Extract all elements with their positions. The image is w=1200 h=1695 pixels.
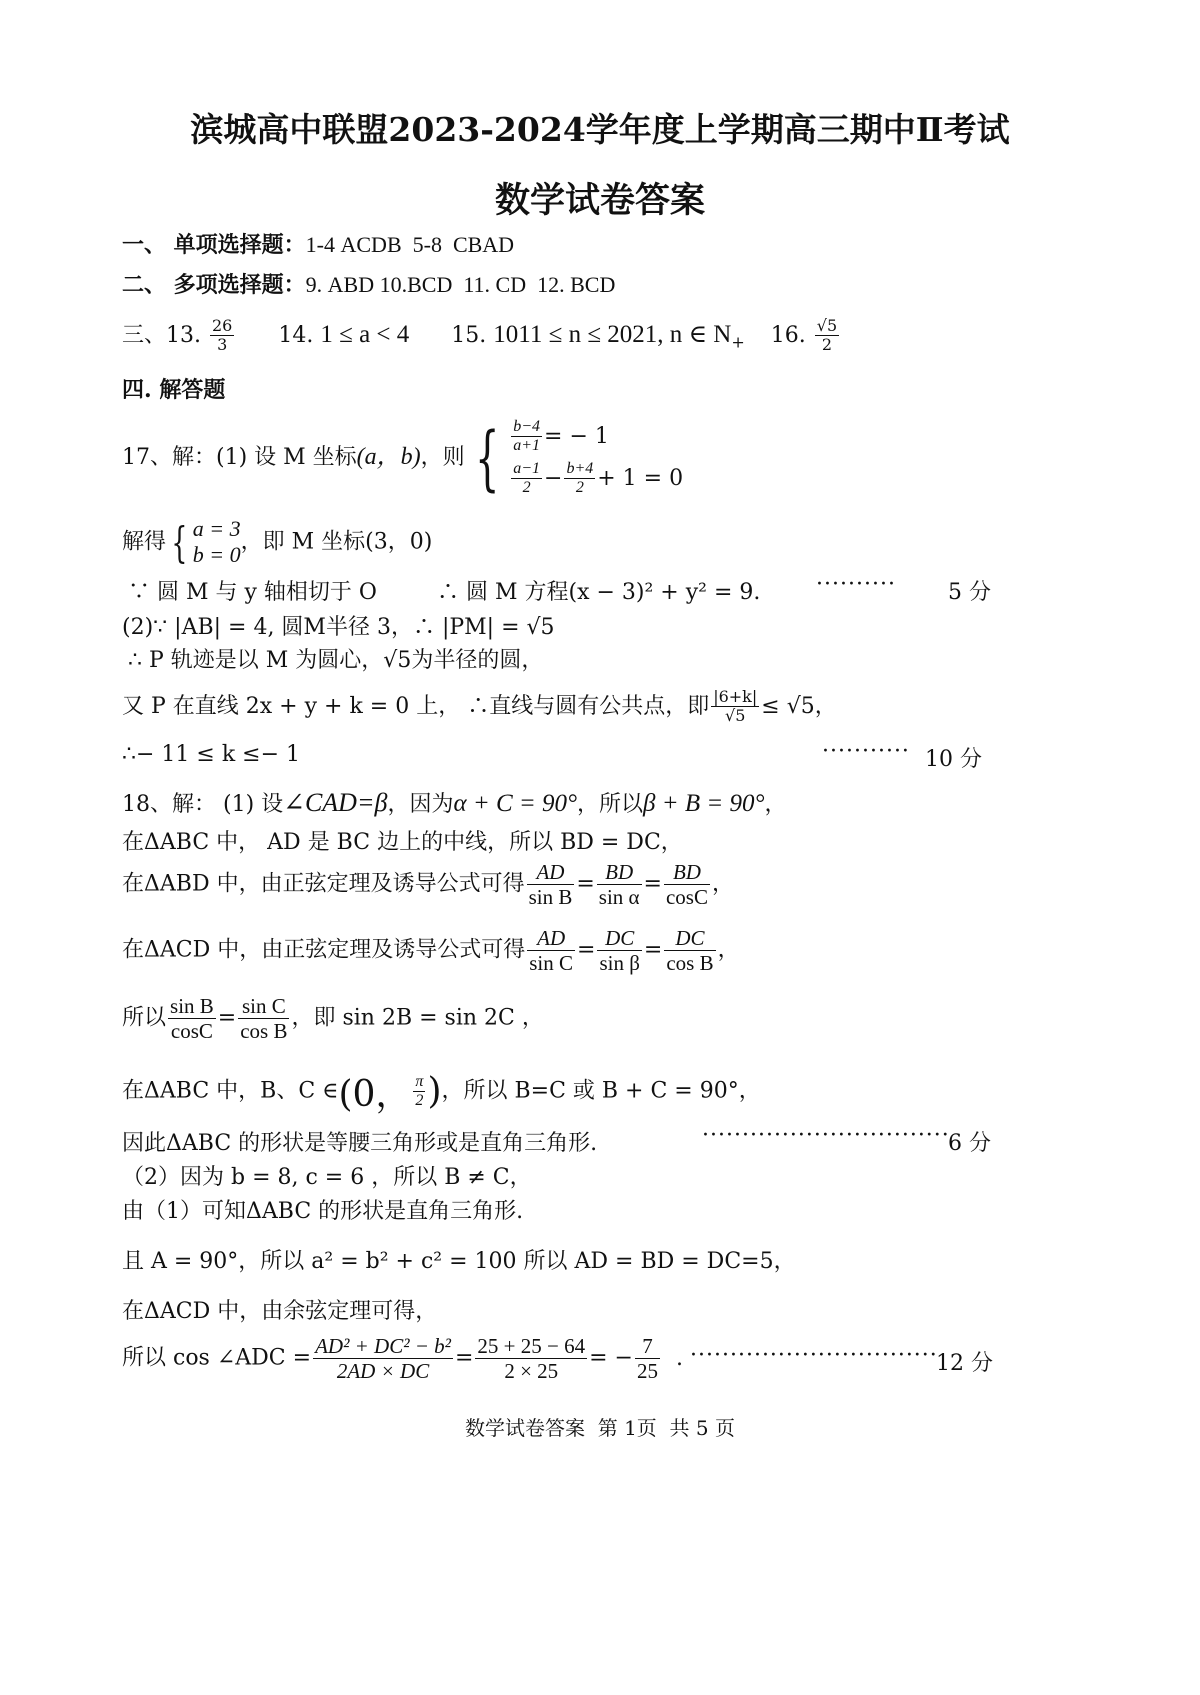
q18-line-6: 在ΔABC 中，B、C ∈(0， $\frac{\pi}{2}$ )，所以 B=C 或 B + C = 90°，	[122, 1071, 761, 1115]
q17-circle-equation: ∴ 圆 M 方程(x − 3)² + y² = 9.	[437, 580, 761, 605]
answer-15-value: 1011 ≤ n ≤ 2021, n ∈ N	[493, 320, 732, 348]
q18-line-8: （2）因为 b = 8, c = 6 ，所以 B ≠ C，	[122, 1165, 532, 1190]
q17-tangent: ∵ 圆 M 与 y 轴相切于 O	[128, 580, 377, 605]
answer-14-label: 14.	[278, 322, 314, 348]
q18-line-3: 在ΔABD 中，由正弦定理及诱导公式可得 $\frac{AD}{\text{sin B}}$ = $\frac{BD}{\text{sin α}}$ = $\frac{BD}{\cos C}$ ，	[122, 860, 734, 910]
q17-then: ，则	[420, 444, 465, 470]
q17-coord: (a，b)	[356, 443, 421, 470]
page-footer: 数学试卷答案 第 1页 共 5 页	[465, 1416, 735, 1440]
q17-locus: ∴ P 轨迹是以 M 为圆心，√5为半径的圆，	[128, 648, 544, 673]
section-3-prefix: 三、13.	[122, 322, 201, 348]
answer-16-label: 16.	[770, 322, 806, 348]
q17-dots-1: ··········	[816, 572, 896, 597]
q17-eq2: $\frac{a-1}{2}$ − $\frac{b+4}{2}$ + 1 = 0	[513, 460, 684, 497]
answer-13-fraction: $\frac{26}{3}$	[212, 316, 233, 355]
q18-dots-4: ·······························	[690, 1343, 938, 1368]
q18-score-3: 6 分	[948, 1131, 991, 1156]
q18-line-11: 在ΔACD 中，由余弦定理可得，	[122, 1299, 438, 1324]
exam-subtitle: 数学试卷答案	[494, 180, 705, 221]
section-1-label: 一、 单项选择题：	[122, 232, 306, 258]
section-2	[122, 268, 615, 299]
system-brace-icon: {	[474, 416, 500, 499]
q18-line-12: 所以 cos ∠ADC = $\frac{\text{AD² + DC² − b²}}{2AD \times DC}$ = $\frac{25 + 25 - 64}{2 \times 25}$ = − $\frac{7}{25}$	[122, 1334, 658, 1384]
section-2-label: 二、 多项选择题：	[122, 272, 306, 298]
q18-line-5: 所以 $\frac{\text{sin B}}{\cos C}$ = $\frac{\text{sin C}}{\text{cos B}}$ ，即 sin 2B = sin 2C ，	[122, 994, 544, 1044]
q17-system	[122, 418, 683, 498]
q18-period: .	[676, 1346, 683, 1371]
exam-title: 滨城高中联盟2023-2024学年度上学期高三期中Ⅱ考试	[190, 110, 1010, 149]
q17-part2: (2)∵ |AB| = 4, 圆M半径 3，∴ |PM| = √5	[122, 615, 555, 640]
q18-line-2: 在ΔABC 中， AD 是 BC 边上的中线，所以 BD = DC，	[122, 830, 683, 855]
section-1	[122, 228, 514, 259]
answer-15-label: 15.	[451, 322, 487, 348]
q18-line-1: 18、解： (1) 设∠CAD=β，因为α + C = 90°，所以β + B = 90°，	[122, 788, 787, 817]
q18-line-9: 由（1）可知ΔABC 的形状是直角三角形.	[122, 1199, 524, 1224]
q17-intro: 17、解：(1) 设 M 坐标	[122, 444, 357, 470]
answer-14-value: 1 ≤ a < 4	[320, 320, 410, 348]
solution-brace-icon: {	[171, 517, 188, 567]
section-1-answers: 1-4 ACDB 5-8 CBAD	[305, 232, 515, 257]
answer-16-fraction: $\frac{√5}{2}$	[816, 316, 838, 355]
q17-eq1: $\frac{b-4}{a+1}$ = − 1	[513, 418, 609, 455]
q17-equations	[509, 418, 683, 498]
answer-15-sub: +	[731, 332, 745, 352]
q18-line-10: 且 A = 90°，所以 a² = b² + c² = 100 所以 AD = BD = DC=5，	[122, 1249, 796, 1274]
q17-score-1: 5 分	[948, 580, 991, 605]
q18-dots-3: ·······························	[702, 1123, 950, 1148]
q17-solution: 解得 { a = 3 b = 0 ，即 M 坐标(3，0)	[122, 516, 433, 568]
section-4-label: 四. 解答题	[122, 377, 226, 403]
q17-score-2: 10 分	[925, 747, 982, 772]
q17-range: ∴− 11 ≤ k ≤− 1	[122, 742, 301, 767]
q18-line-7: 因此ΔABC 的形状是等腰三角形或是直角三角形.	[122, 1131, 598, 1156]
q17-line: 又 P 在直线 2x + y + k = 0 上， ∴直线与圆有公共点，即 $\frac{|6+k|}{√5}$ ≤ √5，	[122, 687, 837, 726]
section-3	[122, 317, 841, 355]
section-2-answers: 9. ABD 10.BCD 11. CD 12. BCD	[305, 272, 616, 297]
q18-line-4: 在ΔACD 中，由正弦定理及诱导公式可得 $\frac{AD}{\text{sin C}}$ = $\frac{DC}{\text{sin β}}$ = $\frac{DC}{\text{cos B}}$ ，	[122, 926, 740, 976]
q17-dots-2: ···········	[822, 739, 910, 764]
q18-score-4: 12 分	[936, 1351, 993, 1376]
